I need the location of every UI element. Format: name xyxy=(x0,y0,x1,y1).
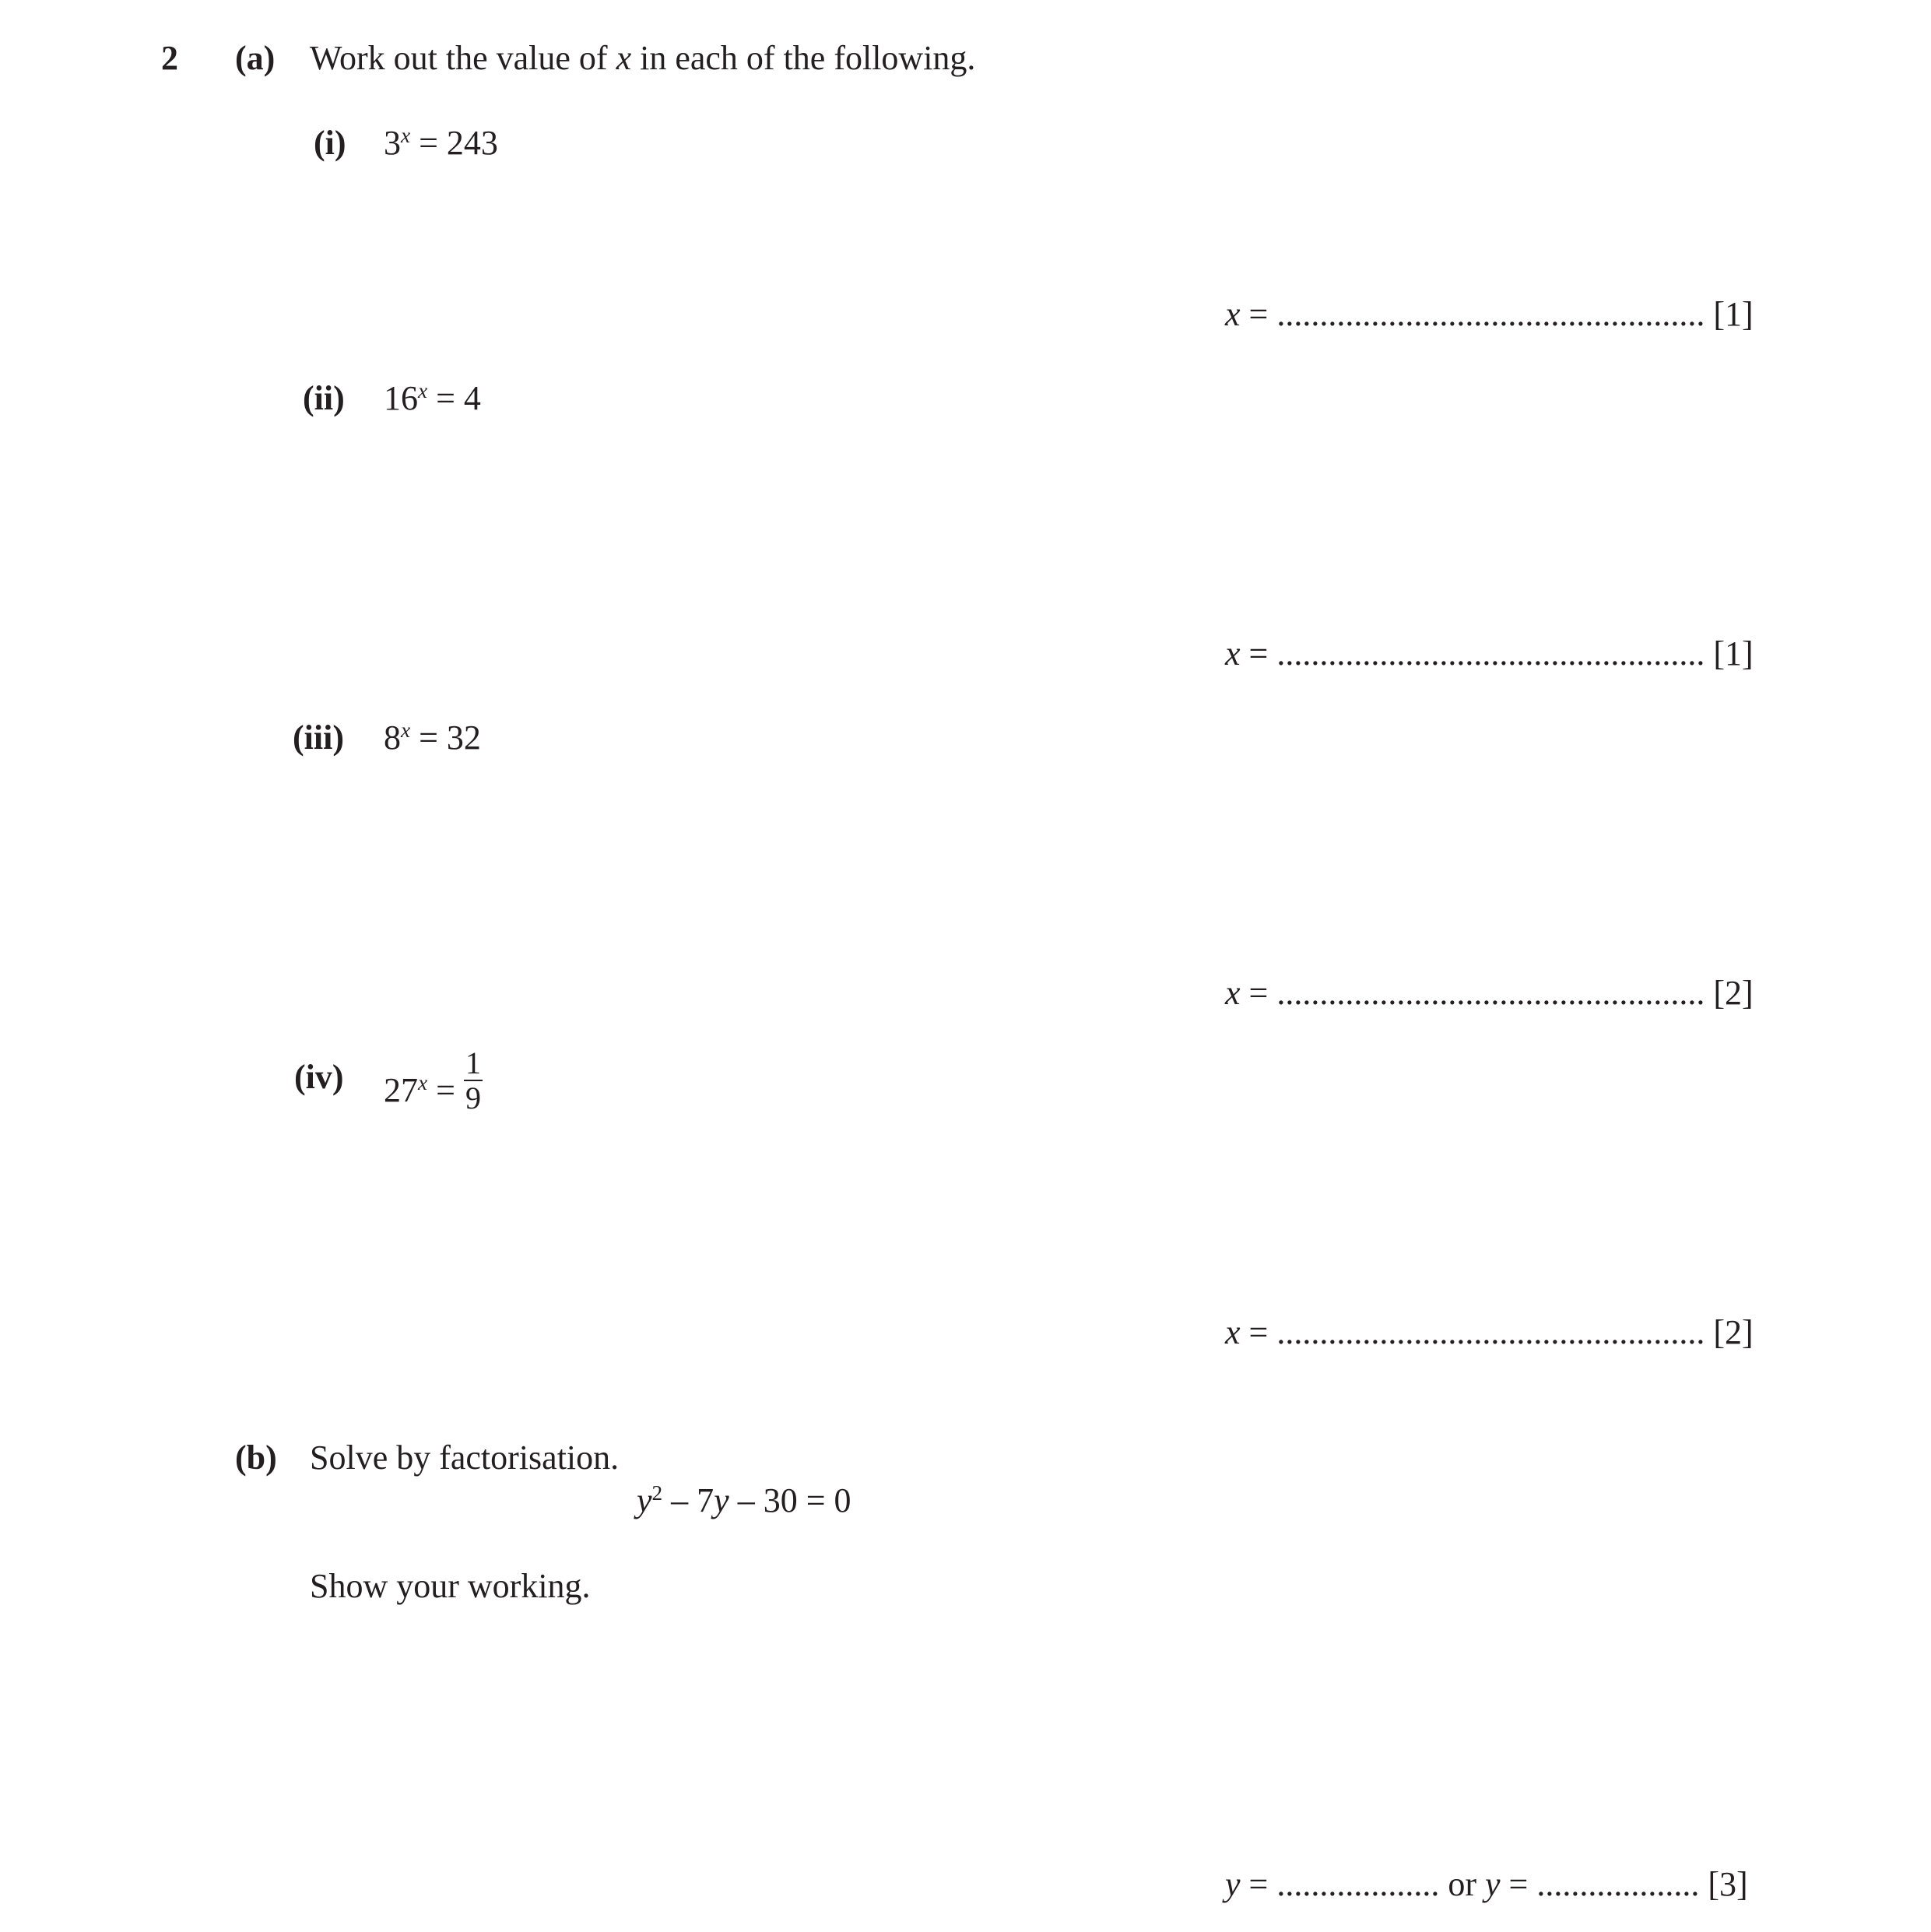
show-working-text: Show your working. xyxy=(310,1567,591,1605)
item-iv-base: 27 xyxy=(384,1070,418,1109)
item-ii-rhs: = 4 xyxy=(436,379,481,417)
item-iv-fraction-numerator: 1 xyxy=(465,1045,481,1080)
item-iii-answer-eq: = xyxy=(1248,974,1269,1012)
item-i-answer-var: x xyxy=(1225,295,1241,333)
instruction-text-post: in each of the following. xyxy=(631,39,976,77)
item-i-equation xyxy=(384,126,498,160)
item-ii-answer-field[interactable]: .................................................. xyxy=(1276,634,1705,673)
equation-variable-y: y xyxy=(637,1481,652,1519)
part-b-answer-field-2[interactable]: ................... xyxy=(1536,1865,1700,1903)
item-iv-label: (iv) xyxy=(294,1058,344,1096)
part-b-marks: [3] xyxy=(1708,1865,1748,1903)
part-b-answer-var-1: y xyxy=(1225,1865,1241,1903)
item-ii-answer-var: x xyxy=(1225,634,1241,673)
item-i-answer-field[interactable]: .................................................. xyxy=(1276,295,1705,333)
item-iv-rhs: = xyxy=(436,1070,455,1109)
item-iii-base: 8 xyxy=(384,718,401,757)
item-iv-answer-eq: = xyxy=(1248,1313,1269,1351)
part-b-instruction: Solve by factorisation. xyxy=(310,1438,620,1477)
item-iv-fraction xyxy=(464,1045,483,1115)
item-i-exponent: x xyxy=(401,124,411,147)
item-i-rhs: = 243 xyxy=(419,124,498,162)
part-b-answer-eq-1: = xyxy=(1248,1865,1269,1903)
part-b-equation xyxy=(637,1481,851,1519)
question-number: 2 xyxy=(161,39,178,77)
item-iv-fraction-denominator: 9 xyxy=(465,1080,481,1115)
item-iii-equation xyxy=(384,718,481,757)
item-ii-equation xyxy=(384,381,481,416)
item-iv-exponent: x xyxy=(418,1070,428,1094)
part-b-answer-eq-2: = xyxy=(1508,1865,1529,1903)
item-i-label: (i) xyxy=(314,124,346,162)
item-iii-exponent: x xyxy=(401,718,411,742)
item-iii-marks: [2] xyxy=(1713,974,1754,1012)
item-ii-answer-line xyxy=(1225,634,1754,673)
part-a-instruction xyxy=(310,41,975,76)
item-i-answer-line xyxy=(1225,297,1754,332)
item-ii-exponent: x xyxy=(418,379,428,402)
item-ii-base: 16 xyxy=(384,379,418,417)
part-b-or-text: or xyxy=(1448,1865,1477,1903)
item-iv-marks: [2] xyxy=(1713,1313,1754,1351)
item-iii-label: (iii) xyxy=(293,718,344,757)
item-iv-equation xyxy=(384,1043,483,1115)
item-iv-answer-field[interactable]: .................................................. xyxy=(1276,1313,1705,1351)
item-iii-answer-field[interactable]: .................................................. xyxy=(1276,974,1705,1012)
item-iii-answer-var: x xyxy=(1225,974,1241,1012)
item-iii-answer-line xyxy=(1225,976,1754,1010)
instruction-text-pre: Work out the value of xyxy=(310,39,616,77)
equation-term-2: – 30 = 0 xyxy=(729,1481,851,1519)
item-iv-answer-line xyxy=(1225,1313,1754,1351)
part-b-answer-var-2: y xyxy=(1485,1865,1501,1903)
item-ii-marks: [1] xyxy=(1713,634,1754,673)
equation-term-1: – 7 xyxy=(662,1481,714,1519)
part-a-label: (a) xyxy=(235,39,276,77)
item-i-base: 3 xyxy=(384,124,401,162)
item-iii-rhs: = 32 xyxy=(419,718,481,757)
part-b-answer-line xyxy=(1225,1867,1748,1902)
item-ii-answer-eq: = xyxy=(1248,634,1269,673)
item-iv-answer-var: x xyxy=(1225,1313,1241,1351)
item-i-marks: [1] xyxy=(1713,295,1754,333)
part-b-answer-field-1[interactable]: ................... xyxy=(1276,1865,1440,1903)
part-b-label: (b) xyxy=(235,1438,277,1477)
instruction-variable: x xyxy=(616,39,632,77)
item-ii-label: (ii) xyxy=(303,379,345,417)
equation-exponent: 2 xyxy=(651,1481,663,1505)
item-i-answer-eq: = xyxy=(1248,295,1269,333)
equation-variable-y-2: y xyxy=(714,1481,729,1519)
